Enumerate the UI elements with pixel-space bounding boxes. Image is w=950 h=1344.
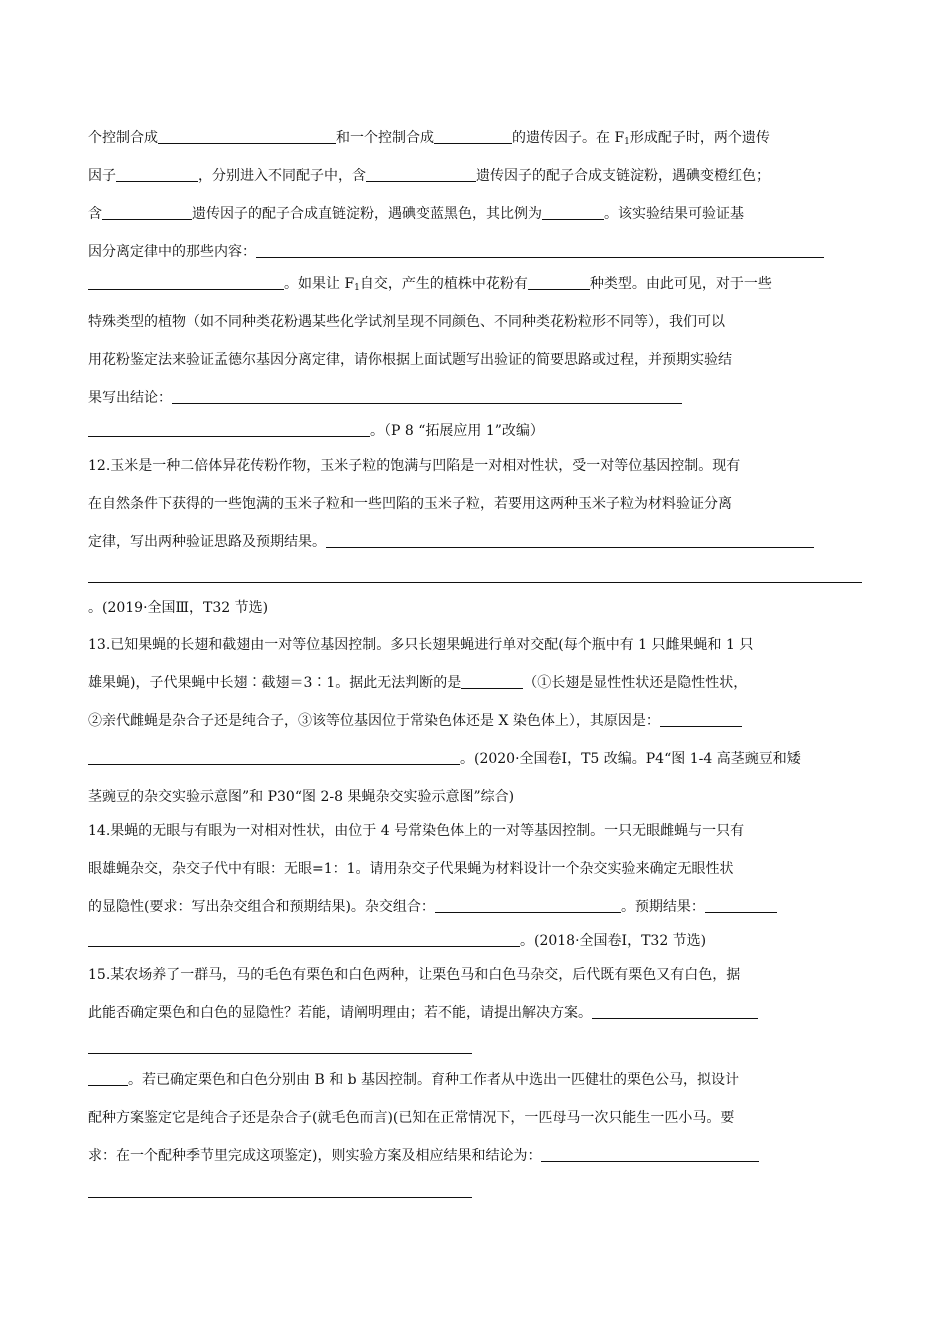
answer-line[interactable] (88, 582, 862, 583)
answer-blank[interactable] (660, 710, 742, 727)
text-line (88, 273, 868, 299)
answer-blank[interactable] (366, 165, 476, 182)
text-line (88, 1069, 868, 1091)
text-segment: 。预期结果： (620, 899, 705, 915)
text-line (88, 710, 868, 732)
text-line (88, 349, 868, 371)
text-line (88, 203, 868, 225)
text-segment: ，分别进入不同配子中，含 (198, 168, 366, 184)
text-segment: 。若已确定栗色和白色分别由 B 和 b 基因控制。育种工作者从中选出一匹健壮的栗色公马，拟设计 (128, 1072, 740, 1088)
text-line (88, 455, 868, 477)
text-segment: 特殊类型的植物（如不同种类花粉遇某些化学试剂呈现不同颜色、不同种类花粉粒形不同等），我们可以 (88, 314, 725, 330)
text-segment: 12.玉米是一种二倍体异花传粉作物，玉米子粒的饱满与凹陷是一对相对性状，受一对等位基因控制。现有 (88, 458, 741, 474)
answer-blank[interactable] (88, 273, 284, 290)
text-line (88, 531, 868, 553)
text-segment: 。(2019·全国Ⅲ，T32 节选) (88, 600, 269, 616)
text-segment: 种类型。由此可见，对于一些 (589, 276, 772, 292)
text-segment: 因分离定律中的那些内容： (88, 244, 256, 260)
text-segment: ②亲代雌蝇是杂合子还是纯合子，③该等位基因位于常染色体还是 X 染色体上），其原因是： (88, 713, 660, 729)
answer-blank[interactable] (434, 127, 512, 144)
text-segment: 含 (88, 206, 102, 222)
text-segment: 求：在一个配种季节里完成这项鉴定)，则实验方案及相应结果和结论为： (88, 1148, 542, 1164)
text-line (88, 964, 868, 986)
text-line (88, 896, 868, 918)
text-segment: （①长翅是显性性状还是隐性性状， (523, 675, 748, 691)
text-segment: 在自然条件下获得的一些饱满的玉米子粒和一些凹陷的玉米子粒，若要用这两种玉米子粒为材料验证分离 (88, 496, 732, 512)
answer-blank[interactable] (256, 241, 824, 258)
answer-blank[interactable] (541, 1145, 759, 1162)
text-segment: 。（P 8 “拓展应用 1”改编） (370, 423, 544, 439)
subscript: 1 (624, 137, 630, 147)
answer-blank[interactable] (88, 748, 460, 765)
text-segment: 个控制合成 (88, 130, 158, 146)
text-segment: 配种方案鉴定它是纯合子还是杂合子(就毛色而言)(已知在正常情况下，一匹母马一次只能生一匹小马。要 (88, 1110, 735, 1126)
text-line (88, 786, 868, 808)
text-line (88, 1145, 868, 1167)
answer-blank[interactable] (705, 896, 777, 913)
text-segment: 。如果让 F (284, 276, 355, 292)
text-line (88, 1002, 868, 1024)
text-segment: 用花粉鉴定法来验证孟德尔基因分离定律，请你根据上面试题写出验证的简要思路或过程，并预期实验结 (88, 352, 732, 368)
text-line (88, 241, 868, 263)
subscript: 1 (354, 283, 360, 293)
text-segment: 14.果蝇的无眼与有眼为一对相对性状，由位于 4 号常染色体上的一对等基因控制。一只无眼雌蝇与一只有 (88, 823, 745, 839)
answer-blank[interactable] (88, 930, 520, 947)
text-segment: 茎豌豆的杂交实验示意图”和 P30“图 2-8 果蝇杂交实验示意图”综合) (88, 789, 515, 805)
text-segment: 。(2018·全国卷Ⅰ，T32 节选) (520, 933, 707, 949)
text-segment: 自交，产生的植株中花粉有 (359, 276, 528, 292)
text-segment: 定律，写出两种验证思路及预期结果。 (88, 534, 326, 550)
answer-line[interactable] (88, 1197, 472, 1198)
text-segment: 此能否确定栗色和白色的显隐性？若能，请阐明理由；若不能，请提出解决方案。 (88, 1005, 592, 1021)
answer-blank[interactable] (88, 1069, 128, 1086)
answer-blank[interactable] (88, 420, 370, 437)
text-line (88, 748, 868, 770)
text-segment: 。(2020·全国卷Ⅰ，T5 改编。P4“图 1-4 高茎豌豆和矮 (460, 751, 801, 767)
text-line (88, 634, 868, 656)
text-segment: 眼雄蝇杂交，杂交子代中有眼：无眼=1：1。请用杂交子代果蝇为材料设计一个杂交实验来确定无眼性状 (88, 861, 734, 877)
text-segment: 13.已知果蝇的长翅和截翅由一对等位基因控制。多只长翅果蝇进行单对交配(每个瓶中有 1 只雌果蝇和 1 只 (88, 637, 754, 653)
text-segment: 遗传因子的配子合成支链淀粉，遇碘变橙红色； (476, 168, 770, 184)
text-line (88, 1107, 868, 1129)
text-line (88, 930, 868, 952)
text-line (88, 387, 868, 409)
text-segment: 的显隐性(要求：写出杂交组合和预期结果)。杂交组合： (88, 899, 435, 915)
text-segment: 遗传因子的配子合成直链淀粉，遇碘变蓝黑色，其比例为 (192, 206, 542, 222)
text-segment: 15.某农场养了一群马，马的毛色有栗色和白色两种，让栗色马和白色马杂交，后代既有栗色又有白色，据 (88, 967, 741, 983)
text-line (88, 420, 868, 442)
answer-blank[interactable] (542, 203, 604, 220)
answer-blank[interactable] (158, 127, 336, 144)
text-segment: 因子 (88, 168, 116, 184)
answer-blank[interactable] (528, 273, 590, 290)
text-line (88, 165, 868, 187)
text-line (88, 672, 868, 694)
text-line (88, 820, 868, 842)
answer-blank[interactable] (102, 203, 192, 220)
text-segment: 果写出结论： (88, 390, 172, 406)
text-line (88, 858, 868, 880)
text-line (88, 597, 868, 619)
text-line (88, 311, 868, 333)
text-segment: 雄果蝇)，子代果蝇中长翅∶截翅＝3∶1。据此无法判断的是 (88, 675, 462, 691)
text-line (88, 127, 868, 153)
answer-blank[interactable] (116, 165, 198, 182)
text-segment: 。该实验结果可验证基 (604, 206, 744, 222)
text-segment: 的遗传因子。在 F (512, 130, 625, 146)
answer-line[interactable] (88, 1053, 472, 1054)
answer-blank[interactable] (172, 387, 682, 404)
answer-blank[interactable] (435, 896, 621, 913)
answer-blank[interactable] (461, 672, 523, 689)
text-line (88, 493, 868, 515)
text-segment: 和一个控制合成 (336, 130, 434, 146)
answer-blank[interactable] (326, 531, 814, 548)
text-segment: 形成配子时，两个遗传 (629, 130, 770, 146)
answer-blank[interactable] (592, 1002, 758, 1019)
